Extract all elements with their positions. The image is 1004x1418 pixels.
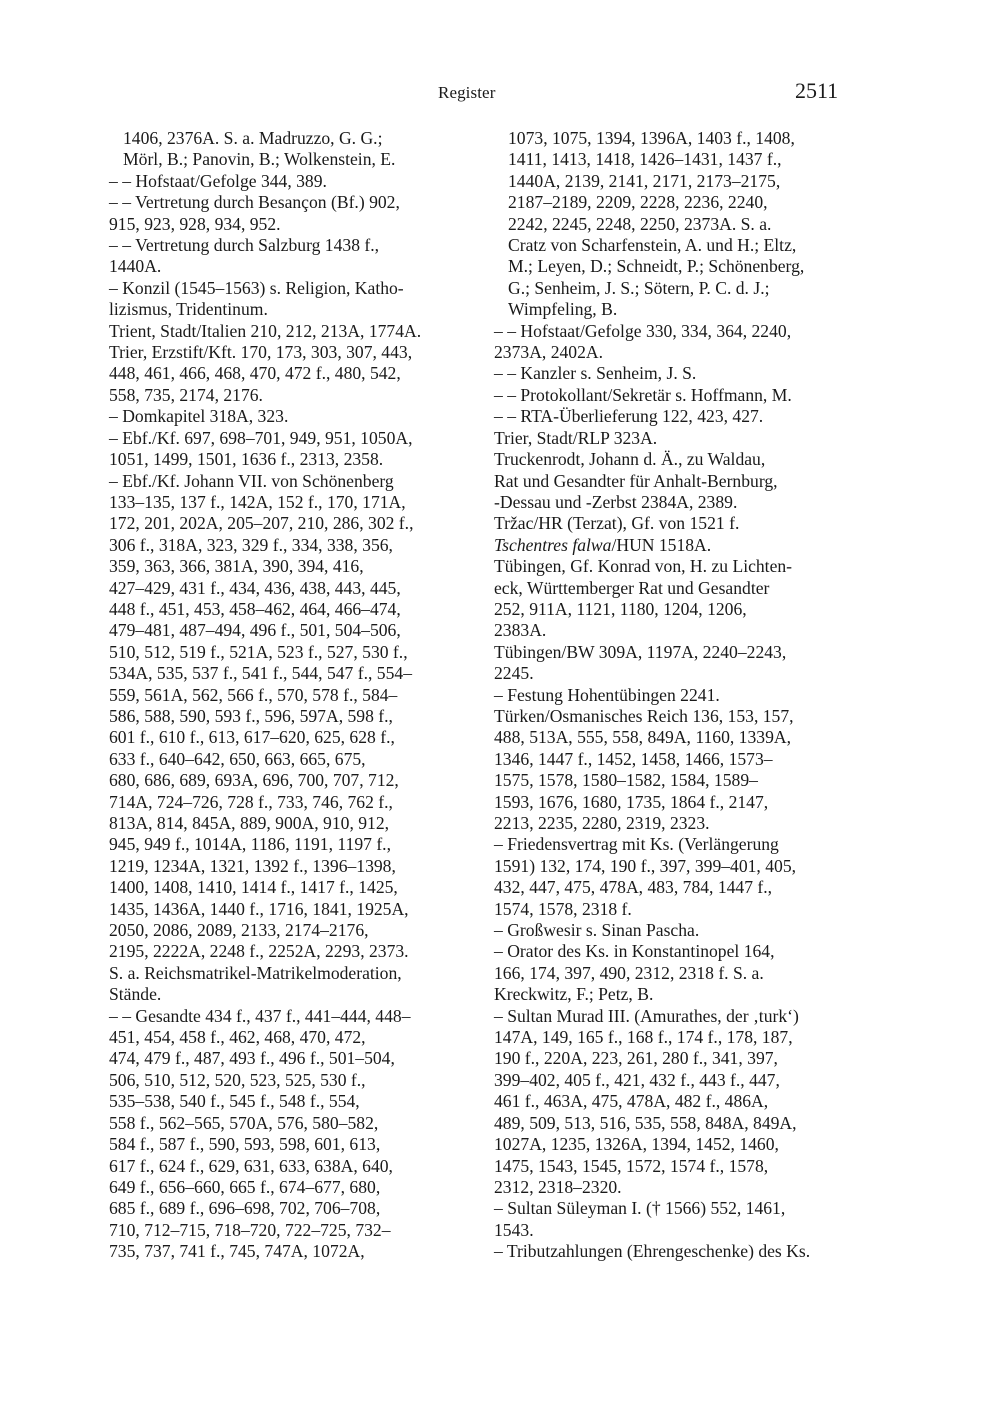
index-entry bbox=[95, 428, 467, 471]
index-entry-line: 451, 454, 458 f., 462, 468, 470, 472, bbox=[109, 1027, 366, 1048]
index-entry bbox=[95, 321, 467, 342]
index-entry-line: 2373A, 2402A. bbox=[494, 342, 603, 363]
index-entry bbox=[95, 235, 467, 278]
index-entry bbox=[480, 834, 850, 920]
index-entry-line: 399–402, 405 f., 421, 432 f., 443 f., 447, bbox=[494, 1069, 780, 1090]
index-entry-line: 427–429, 431 f., 434, 436, 438, 443, 445, bbox=[109, 577, 401, 598]
index-entry bbox=[480, 385, 850, 406]
index-entry-line: 448, 461, 466, 468, 470, 472 f., 480, 542, bbox=[109, 363, 401, 384]
index-entry bbox=[95, 1006, 467, 1263]
index-entry-line: 2195, 2222A, 2248 f., 2252A, 2293, 2373. bbox=[109, 941, 409, 962]
index-entry-line: – Orator des Ks. in Konstantinopel 164, bbox=[494, 941, 775, 962]
index-entry-line: 1574, 1578, 2318 f. bbox=[494, 898, 632, 919]
index-entry-line: 649 f., 656–660, 665 f., 674–677, 680, bbox=[109, 1176, 381, 1197]
index-entry-line: – Ebf./Kf. Johann VII. von Schönenberg bbox=[109, 470, 394, 491]
index-entry-line: Tübingen/BW 309A, 1197A, 2240–2243, bbox=[494, 641, 787, 662]
index-entry-line: 1406, 2376A. S. a. Madruzzo, G. G.; bbox=[123, 128, 383, 148]
index-entry bbox=[480, 706, 850, 834]
index-entry-line: Türken/Osmanisches Reich 136, 153, 157, bbox=[494, 705, 794, 726]
index-entry bbox=[480, 1241, 850, 1262]
index-entry-line: 534A, 535, 537 f., 541 f., 544, 547 f., 554– bbox=[109, 663, 412, 684]
index-entry bbox=[480, 449, 850, 513]
index-entry-line: 1440A. bbox=[109, 256, 162, 277]
index-entry-line: Tržac/HR (Terzat), Gf. von 1521 f. bbox=[494, 513, 740, 534]
index-entry bbox=[95, 471, 467, 1006]
index-entry-line: 2245. bbox=[494, 663, 534, 684]
index-entry-line: Stände. bbox=[109, 984, 162, 1005]
index-entry-line: – Konzil (1545–1563) s. Religion, Katho- bbox=[109, 277, 404, 298]
index-entry bbox=[95, 128, 467, 171]
index-entry-line: 601 f., 610 f., 613, 617–620, 625, 628 f., bbox=[109, 727, 395, 748]
index-entry bbox=[480, 920, 850, 941]
index-entry-line: 586, 588, 590, 593 f., 596, 597A, 598 f., bbox=[109, 705, 393, 726]
index-entry-line: – – Protokollant/Sekretär s. Hoffmann, M. bbox=[494, 384, 792, 405]
index-entry-line: 306 f., 318A, 323, 329 f., 334, 338, 356, bbox=[109, 534, 393, 555]
index-entry-line: – – Kanzler s. Senheim, J. S. bbox=[494, 363, 697, 384]
index-entry-line: Cratz von Scharfenstein, A. und H.; Eltz, bbox=[508, 235, 797, 256]
index-entry-line: 190 f., 220A, 223, 261, 280 f., 341, 397, bbox=[494, 1048, 778, 1069]
index-entry bbox=[95, 192, 467, 235]
index-entry-line: Rat und Gesandter für Anhalt-Bernburg, bbox=[494, 470, 778, 491]
index-entry-line: 147A, 149, 165 f., 168 f., 174 f., 178, 187, bbox=[494, 1027, 793, 1048]
index-entry-line: Kreckwitz, F.; Petz, B. bbox=[494, 984, 654, 1005]
index-entry-line: S. a. Reichsmatrikel-Matrikelmoderation, bbox=[109, 962, 402, 983]
index-entry-line: 680, 686, 689, 693A, 696, 700, 707, 712, bbox=[109, 770, 399, 791]
index-entry-line: – – Hofstaat/Gefolge 344, 389. bbox=[109, 170, 327, 191]
index-entry-line: 1440A, 2139, 2141, 2171, 2173–2175, bbox=[508, 170, 781, 191]
running-header-title: Register bbox=[438, 83, 496, 102]
index-entry-line: lizismus, Tridentinum. bbox=[109, 299, 268, 320]
index-entry bbox=[480, 535, 850, 556]
index-entry-line: 1543. bbox=[494, 1219, 534, 1240]
index-entry-line: 945, 949 f., 1014A, 1186, 1191, 1197 f., bbox=[109, 834, 391, 855]
index-entry-line: 506, 510, 512, 520, 523, 525, 530 f., bbox=[109, 1069, 366, 1090]
index-entry-line: – – Hofstaat/Gefolge 330, 334, 364, 2240, bbox=[494, 320, 792, 341]
index-entry-line: Wimpfeling, B. bbox=[508, 299, 618, 320]
index-entry-line: 535–538, 540 f., 545 f., 548 f., 554, bbox=[109, 1091, 360, 1112]
index-entry-line: – Sultan Murad III. (Amurathes, der ‚turk‘) bbox=[494, 1005, 799, 1026]
index-entry-line: – Festung Hohentübingen 2241. bbox=[494, 684, 720, 705]
index-entry-line: – – RTA-Überlieferung 122, 423, 427. bbox=[494, 406, 764, 427]
index-entry-line: eck, Württemberger Rat und Gesandter bbox=[494, 577, 770, 598]
index-entry bbox=[95, 278, 467, 321]
index-entry-line: 1073, 1075, 1394, 1396A, 1403 f., 1408, bbox=[508, 128, 795, 148]
index-entry-line: Trient, Stadt/Italien 210, 212, 213A, 1774A. bbox=[109, 320, 422, 341]
index-entry-line: 359, 363, 366, 381A, 390, 394, 416, bbox=[109, 556, 364, 577]
index-entry-line: 617 f., 624 f., 629, 631, 633, 638A, 640, bbox=[109, 1155, 393, 1176]
index-entry-line: 448 f., 451, 453, 458–462, 464, 466–474, bbox=[109, 598, 401, 619]
index-entry-line: 1475, 1543, 1545, 1572, 1574 f., 1578, bbox=[494, 1155, 769, 1176]
index-entry-line: 1591) 132, 174, 190 f., 397, 399–401, 405, bbox=[494, 855, 797, 876]
index-entry-line: 2242, 2245, 2248, 2250, 2373A. S. a. bbox=[508, 213, 772, 234]
index-entry-line: 2187–2189, 2209, 2228, 2236, 2240, bbox=[508, 192, 768, 213]
index-entry-line: Mörl, B.; Panovin, B.; Wolkenstein, E. bbox=[123, 149, 396, 170]
index-entry-line: 714A, 724–726, 728 f., 733, 746, 762 f., bbox=[109, 791, 393, 812]
index-entry-line: 1575, 1578, 1580–1582, 1584, 1589– bbox=[494, 770, 758, 791]
index-entry-line: 1051, 1499, 1501, 1636 f., 2313, 2358. bbox=[109, 449, 384, 470]
index-entry-line: 1346, 1447 f., 1452, 1458, 1466, 1573– bbox=[494, 748, 773, 769]
index-entry-line: 685 f., 689 f., 696–698, 702, 706–708, bbox=[109, 1198, 381, 1219]
index-entry bbox=[480, 128, 850, 321]
index-entry-line: 479–481, 487–494, 496 f., 501, 504–506, bbox=[109, 620, 401, 641]
index-entry-line: -Dessau und -Zerbst 2384A, 2389. bbox=[494, 491, 738, 512]
index-entry-line: 1219, 1234A, 1321, 1392 f., 1396–1398, bbox=[109, 855, 396, 876]
index-entry bbox=[480, 1006, 850, 1199]
index-entry-line: 710, 712–715, 718–720, 722–725, 732– bbox=[109, 1219, 391, 1240]
index-entry-line: 915, 923, 928, 934, 952. bbox=[109, 213, 281, 234]
index-entry-line: 2383A. bbox=[494, 620, 547, 641]
index-entry-line: – – Gesandte 434 f., 437 f., 441–444, 448– bbox=[109, 1005, 411, 1026]
index-entry bbox=[480, 406, 850, 427]
index-entry-line: 559, 561A, 562, 566 f., 570, 578 f., 584– bbox=[109, 684, 398, 705]
index-entry-line: 584 f., 587 f., 590, 593, 598, 601, 613, bbox=[109, 1134, 381, 1155]
index-entry bbox=[480, 363, 850, 384]
index-entry-line: 2050, 2086, 2089, 2133, 2174–2176, bbox=[109, 920, 369, 941]
index-entry-line: – Ebf./Kf. 697, 698–701, 949, 951, 1050A, bbox=[109, 427, 413, 448]
index-entry-line: 558, 735, 2174, 2176. bbox=[109, 384, 263, 405]
page-number: 2511 bbox=[795, 78, 839, 103]
index-column-left bbox=[95, 128, 467, 1263]
index-entry-line: M.; Leyen, D.; Schneidt, P.; Schönenberg, bbox=[508, 256, 805, 277]
index-entry-line: 172, 201, 202A, 205–207, 210, 286, 302 f., bbox=[109, 513, 414, 534]
index-entry-line: Trier, Stadt/RLP 323A. bbox=[494, 427, 658, 448]
index-entry-line: – – Vertretung durch Salzburg 1438 f., bbox=[109, 235, 380, 256]
index-entry bbox=[95, 342, 467, 406]
index-entry-line: 510, 512, 519 f., 521A, 523 f., 527, 530 f., bbox=[109, 641, 408, 662]
index-entry-line: Trier, Erzstift/Kft. 170, 173, 303, 307, 443, bbox=[109, 342, 413, 363]
index-entry bbox=[480, 556, 850, 642]
index-entry bbox=[95, 171, 467, 192]
index-entry bbox=[480, 513, 850, 534]
index-entry-line: 166, 174, 397, 490, 2312, 2318 f. S. a. bbox=[494, 962, 764, 983]
index-entry-line: 2213, 2235, 2280, 2319, 2323. bbox=[494, 813, 710, 833]
index-entry-line: 488, 513A, 555, 558, 849A, 1160, 1339A, bbox=[494, 727, 791, 748]
index-entry-line: – – Vertretung durch Besançon (Bf.) 902, bbox=[109, 192, 400, 213]
index-entry-line: 474, 479 f., 487, 493 f., 496 f., 501–504, bbox=[109, 1048, 395, 1069]
index-entry-line: G.; Senheim, J. S.; Sötern, P. C. d. J.; bbox=[508, 277, 770, 298]
index-entry-line: 1593, 1676, 1680, 1735, 1864 f., 2147, bbox=[494, 791, 769, 812]
index-entry-line: 432, 447, 475, 478A, 483, 784, 1447 f., bbox=[494, 877, 773, 898]
index-entry-line: – Sultan Süleyman I. († 1566) 552, 1461, bbox=[494, 1198, 786, 1219]
index-entry-line: – Großwesir s. Sinan Pascha. bbox=[494, 920, 700, 941]
index-entry-line: 1400, 1408, 1410, 1414 f., 1417 f., 1425, bbox=[109, 877, 398, 898]
index-entry-line: 813A, 814, 845A, 889, 900A, 910, 912, bbox=[109, 813, 390, 833]
index-entry-line: Truckenrodt, Johann d. Ä., zu Waldau, bbox=[494, 449, 766, 470]
index-entry-line: – Tributzahlungen (Ehrengeschenke) des Ks. bbox=[494, 1241, 811, 1262]
index-entry-line: 489, 509, 513, 516, 535, 558, 848A, 849A, bbox=[494, 1112, 797, 1133]
index-entry bbox=[480, 321, 850, 364]
index-entry bbox=[480, 1198, 850, 1241]
index-entry-line: – Domkapitel 318A, 323. bbox=[109, 406, 289, 427]
index-entry-line: Tübingen, Gf. Konrad von, H. zu Lichten- bbox=[494, 556, 793, 577]
index-entry-line: 735, 737, 741 f., 745, 747A, 1072A, bbox=[109, 1241, 365, 1262]
index-entry bbox=[480, 428, 850, 449]
index-column-right bbox=[480, 128, 850, 1263]
index-entry-line: 1411, 1413, 1418, 1426–1431, 1437 f., bbox=[508, 149, 782, 170]
index-entry bbox=[480, 685, 850, 706]
index-entry-line: – Friedensvertrag mit Ks. (Verlängerung bbox=[494, 834, 779, 855]
index-entry-line: 1435, 1436A, 1440 f., 1716, 1841, 1925A, bbox=[109, 898, 409, 919]
index-entry-line: 2312, 2318–2320. bbox=[494, 1176, 622, 1197]
index-entry-line: Tschentres falwa/HUN 1518A. bbox=[494, 534, 712, 555]
index-entry-line: 558 f., 562–565, 570A, 576, 580–582, bbox=[109, 1112, 379, 1133]
index-entry bbox=[480, 642, 850, 685]
index-entry-line: 252, 911A, 1121, 1180, 1204, 1206, bbox=[494, 598, 747, 619]
index-entry-line: 633 f., 640–642, 650, 663, 665, 675, bbox=[109, 748, 366, 769]
index-entry-line: 133–135, 137 f., 142A, 152 f., 170, 171A, bbox=[109, 491, 406, 512]
index-entry-line: 1027A, 1235, 1326A, 1394, 1452, 1460, bbox=[494, 1134, 779, 1155]
index-entry bbox=[480, 941, 850, 1005]
index-entry bbox=[95, 406, 467, 427]
index-entry-line: 461 f., 463A, 475, 478A, 482 f., 486A, bbox=[494, 1091, 769, 1112]
